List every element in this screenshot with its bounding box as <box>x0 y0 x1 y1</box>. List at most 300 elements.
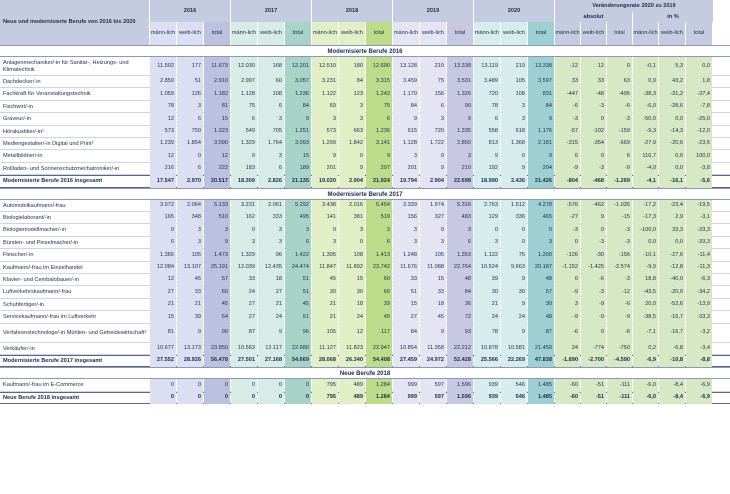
value-cell: -38,3 <box>633 88 658 100</box>
column-header: männ-lich <box>150 22 176 45</box>
value-cell: -6,9 <box>686 392 712 404</box>
value-cell: 93 <box>447 324 473 343</box>
value-cell: 0 <box>204 392 230 404</box>
value-cell: 84 <box>393 324 419 343</box>
value-cell: 25.566 <box>474 355 500 367</box>
value-cell: 28.926 <box>177 355 203 367</box>
value-cell: 795 <box>312 379 338 391</box>
value-cell: 9 <box>285 113 311 125</box>
value-cell: 105 <box>420 249 446 261</box>
value-cell: 6 <box>231 113 257 125</box>
column-header: männ-lich <box>474 22 500 45</box>
value-cell: 1.170 <box>393 88 419 100</box>
value-cell: 30 <box>501 286 527 298</box>
value-cell: 6 <box>258 101 284 113</box>
value-cell: 0 <box>339 237 365 249</box>
value-cell: 2,9 <box>659 212 685 224</box>
value-cell: 105 <box>177 249 203 261</box>
value-cell: -3 <box>581 237 606 249</box>
value-cell: 1.422 <box>285 249 311 261</box>
value-cell: 0 <box>150 392 176 404</box>
value-cell: 0 <box>204 379 230 391</box>
value-cell: 2.016 <box>339 200 365 212</box>
value-cell: 54.408 <box>366 355 392 367</box>
value-cell: 45 <box>285 299 311 311</box>
value-cell: 13.338 <box>447 57 473 76</box>
value-cell: 9 <box>420 163 446 175</box>
value-cell: 0 <box>150 224 176 236</box>
column-header: weib-lich <box>659 22 685 45</box>
value-cell: 24 <box>474 311 500 323</box>
value-cell: -495 <box>607 88 632 100</box>
value-cell: -52,6 <box>659 299 685 311</box>
value-cell: -34,2 <box>686 286 712 298</box>
value-cell: 24 <box>258 311 284 323</box>
value-cell: 3.141 <box>366 138 392 150</box>
value-cell: -6 <box>555 324 580 343</box>
value-cell: 0 <box>501 237 527 249</box>
row-label: Biologiemodellmacher/-in <box>3 227 66 234</box>
value-cell: -16,7 <box>659 324 685 343</box>
value-cell: 1.122 <box>474 249 500 261</box>
value-cell: 510 <box>204 212 230 224</box>
value-cell: 1.368 <box>501 138 527 150</box>
value-cell: 6 <box>555 274 580 286</box>
value-cell: 19.020 <box>312 175 338 187</box>
value-cell: 3.531 <box>447 76 473 88</box>
value-cell: 1.176 <box>528 126 554 138</box>
value-cell: 84 <box>339 76 365 88</box>
value-cell: 999 <box>393 379 419 391</box>
value-cell: 60 <box>258 76 284 88</box>
value-cell: 3 <box>393 150 419 162</box>
value-cell: -40,0 <box>659 274 685 286</box>
value-cell: -7,8 <box>686 101 712 113</box>
value-cell: 17.547 <box>150 175 176 187</box>
value-cell: 21 <box>474 299 500 311</box>
value-cell: 108 <box>258 88 284 100</box>
value-cell: 0,0 <box>659 237 685 249</box>
value-cell: -3 <box>581 163 606 175</box>
row-label: Modernisierte Berufe 2016 insgesamt <box>3 178 103 185</box>
value-cell: -10,8 <box>659 355 685 367</box>
value-cell: 10.677 <box>150 343 176 355</box>
value-cell: 13.128 <box>393 57 419 76</box>
value-cell: 18.309 <box>231 175 257 187</box>
value-cell: 2.436 <box>501 175 527 187</box>
value-cell: 12 <box>339 324 365 343</box>
value-cell: 3.339 <box>393 200 419 212</box>
value-cell: 28.068 <box>312 355 338 367</box>
value-cell: 5.292 <box>285 200 311 212</box>
value-cell: 33,3 <box>659 224 685 236</box>
value-cell: 1.512 <box>501 200 527 212</box>
value-cell: 12.039 <box>231 262 257 274</box>
value-cell: -3 <box>581 101 606 113</box>
value-cell: 0 <box>581 113 606 125</box>
value-cell: 348 <box>177 212 203 224</box>
value-cell: -7,1 <box>633 324 658 343</box>
value-cell: 0 <box>581 150 606 162</box>
value-cell: -6,8 <box>659 343 685 355</box>
value-cell: 750 <box>177 126 203 138</box>
value-cell: 81 <box>150 324 176 343</box>
year-header-2018: 2018 <box>312 0 392 22</box>
value-cell: 573 <box>312 126 338 138</box>
value-cell: 21 <box>177 299 203 311</box>
value-cell: -51 <box>581 392 606 404</box>
value-cell: -12 <box>607 286 632 298</box>
value-cell: 0 <box>474 224 500 236</box>
value-cell: 1.323 <box>204 126 230 138</box>
value-cell: -156 <box>607 249 632 261</box>
value-cell: 1.284 <box>366 379 392 391</box>
value-cell: 6 <box>258 163 284 175</box>
value-cell: 24.474 <box>285 262 311 274</box>
value-cell: 6 <box>177 113 203 125</box>
section-title: Neue Berufe 2018 <box>0 367 730 379</box>
value-cell: -669 <box>607 138 632 150</box>
value-cell: -3 <box>555 113 580 125</box>
value-cell: -1.269 <box>607 175 632 187</box>
value-cell: -159 <box>607 126 632 138</box>
value-cell: -6,3 <box>686 274 712 286</box>
value-cell: 2.970 <box>177 175 203 187</box>
value-cell: 0 <box>501 150 527 162</box>
value-cell: 105 <box>501 76 527 88</box>
percent-header: in % <box>633 12 713 22</box>
value-cell: -3 <box>607 237 632 249</box>
row-label: Hörakustiker/-in¹ <box>3 128 45 135</box>
value-cell: -9 <box>555 163 580 175</box>
column-header: total <box>447 22 473 45</box>
value-cell: -576 <box>555 200 580 212</box>
value-cell: -9 <box>607 311 632 323</box>
value-cell: 15 <box>150 311 176 323</box>
value-cell: 21 <box>258 299 284 311</box>
row-label: Servicekaufmann/-frau im Luftverkehr <box>3 314 97 321</box>
value-cell: 5.454 <box>366 200 392 212</box>
value-cell: -6,0 <box>633 379 658 391</box>
value-cell: 1.485 <box>528 392 554 404</box>
value-cell: -20,6 <box>659 138 685 150</box>
value-cell: -33,3 <box>686 237 712 249</box>
value-cell: -6 <box>607 101 632 113</box>
value-cell: 21.426 <box>528 175 554 187</box>
row-label: Bürsten- und Pinselmacher/-in <box>3 239 79 246</box>
column-header: männ-lich <box>633 22 658 45</box>
value-cell: 168 <box>258 57 284 76</box>
value-cell: 18,8 <box>633 274 658 286</box>
value-cell: -48 <box>581 88 606 100</box>
value-cell: 18 <box>420 299 446 311</box>
value-cell: 3 <box>204 224 230 236</box>
value-cell: 21.924 <box>366 175 392 187</box>
row-label: Graveur/-in <box>3 116 31 123</box>
value-cell: 0,2 <box>633 343 658 355</box>
value-cell: 30 <box>474 286 500 298</box>
value-cell: 9 <box>474 150 500 162</box>
year-header-2016: 2016 <box>150 0 230 22</box>
value-cell: 27.501 <box>231 355 257 367</box>
column-header: weib-lich <box>258 22 284 45</box>
value-cell: 465 <box>528 212 554 224</box>
value-cell: 39 <box>177 311 203 323</box>
value-cell: 6 <box>474 113 500 125</box>
value-cell: 108 <box>501 88 527 100</box>
row-label: Anlagenmechaniker/-in für Sanitär-, Heizungs- und Klimatechnik <box>3 60 129 73</box>
value-cell: -468 <box>581 175 606 187</box>
value-cell: 3 <box>258 237 284 249</box>
value-cell: 117 <box>366 324 392 343</box>
value-cell: 0 <box>258 379 284 391</box>
value-cell: 57 <box>204 274 230 286</box>
value-cell: 3 <box>366 224 392 236</box>
value-cell: 27 <box>231 311 257 323</box>
row-label: Automobilkaufmann/-frau <box>3 202 66 209</box>
year-header-2019: 2019 <box>393 0 473 22</box>
value-cell: -16,7 <box>659 311 685 323</box>
column-header: weib-lich <box>339 22 365 45</box>
value-cell: -3,4 <box>686 343 712 355</box>
value-cell: 1.122 <box>312 88 338 100</box>
column-header: total <box>686 22 712 45</box>
value-cell: 9 <box>420 324 446 343</box>
value-cell: 36 <box>447 299 473 311</box>
value-cell: 3 <box>501 101 527 113</box>
value-cell: 156 <box>393 212 419 224</box>
value-cell: 27.168 <box>258 355 284 367</box>
value-cell: -51 <box>581 379 606 391</box>
value-cell: 1.305 <box>312 249 338 261</box>
value-cell: 75 <box>366 101 392 113</box>
value-cell: 483 <box>447 212 473 224</box>
value-cell: 51 <box>177 76 203 88</box>
value-cell: 1.128 <box>231 88 257 100</box>
value-cell: 26.340 <box>339 355 365 367</box>
value-cell: 15 <box>420 274 446 286</box>
value-cell: 0 <box>177 392 203 404</box>
value-cell: 9 <box>501 274 527 286</box>
value-cell: 60 <box>204 286 230 298</box>
value-cell: 1.722 <box>420 138 446 150</box>
row-label: Klavier- und Cembalobauer/-in <box>3 276 79 283</box>
value-cell: 1.854 <box>177 138 203 150</box>
value-cell: -4,0 <box>633 163 658 175</box>
value-cell: -9,3 <box>633 126 658 138</box>
column-header: männ-lich <box>393 22 419 45</box>
value-cell: 1.365 <box>150 249 176 261</box>
value-cell: 0 <box>339 150 365 162</box>
value-cell: 2.061 <box>258 200 284 212</box>
value-cell: 3 <box>393 224 419 236</box>
value-cell: -3,2 <box>686 324 712 343</box>
value-cell: -462 <box>581 200 606 212</box>
value-cell: 3.057 <box>285 76 311 88</box>
value-cell: 12 <box>581 57 606 76</box>
value-cell: 6 <box>177 163 203 175</box>
value-cell: -33,3 <box>686 224 712 236</box>
value-cell: 3 <box>447 150 473 162</box>
value-cell: 165 <box>150 212 176 224</box>
value-cell: 33 <box>555 76 580 88</box>
value-cell: 1.326 <box>447 88 473 100</box>
value-cell: 60 <box>366 286 392 298</box>
value-cell: 141 <box>312 212 338 224</box>
value-cell: 84 <box>285 101 311 113</box>
value-cell: 999 <box>393 392 419 404</box>
value-cell: 33 <box>393 274 419 286</box>
value-cell: 1.335 <box>447 126 473 138</box>
value-cell: -3,1 <box>686 212 712 224</box>
column-header: total <box>204 22 230 45</box>
value-cell: 6 <box>420 101 446 113</box>
value-cell: 489 <box>339 379 365 391</box>
value-cell: -6 <box>607 299 632 311</box>
section-title: Modernisierte Berufe 2016 <box>0 45 730 57</box>
value-cell: 1.239 <box>150 138 176 150</box>
value-cell: 3 <box>393 237 419 249</box>
value-cell: -447 <box>555 88 580 100</box>
value-cell: -10,1 <box>633 249 658 261</box>
value-cell: 1.200 <box>528 249 554 261</box>
absolut-header: absolut <box>555 12 632 22</box>
value-cell: 126 <box>177 88 203 100</box>
value-cell: 47.838 <box>528 355 554 367</box>
value-cell: 0 <box>607 57 632 76</box>
value-cell: 2.826 <box>258 175 284 187</box>
value-cell: 12.201 <box>285 57 311 76</box>
value-cell: 2.904 <box>339 175 365 187</box>
value-cell: -111 <box>607 392 632 404</box>
value-cell: -57 <box>555 126 580 138</box>
value-cell: -4,1 <box>633 175 658 187</box>
value-cell: 5.133 <box>204 200 230 212</box>
value-cell: 0,0 <box>659 163 685 175</box>
value-cell: 27 <box>393 311 419 323</box>
value-cell: 813 <box>474 138 500 150</box>
value-cell: 13.119 <box>474 57 500 76</box>
value-cell: 162 <box>231 212 257 224</box>
value-cell: 96 <box>285 324 311 343</box>
table-title: Neue und modernisierte Berufe von 2016 bis 2020 <box>0 0 149 45</box>
value-cell: -6 <box>581 274 606 286</box>
value-cell: 336 <box>501 212 527 224</box>
value-cell: 12.117 <box>258 343 284 355</box>
value-cell: 0 <box>231 224 257 236</box>
value-cell: 618 <box>501 126 527 138</box>
value-cell: 9 <box>339 163 365 175</box>
value-cell: 1.764 <box>258 138 284 150</box>
column-header: weib-lich <box>581 22 606 45</box>
value-cell: 2.850 <box>447 138 473 150</box>
value-cell: -750 <box>607 343 632 355</box>
value-cell: 22.212 <box>447 343 473 355</box>
value-cell: 10.581 <box>501 343 527 355</box>
value-cell: 0,9 <box>633 76 658 88</box>
value-cell: 84 <box>393 101 419 113</box>
value-cell: -4.590 <box>607 355 632 367</box>
value-cell: 0 <box>285 392 311 404</box>
value-cell: 39 <box>366 299 392 311</box>
value-cell: -126 <box>555 249 580 261</box>
value-cell: 1.128 <box>393 138 419 150</box>
value-cell: 222 <box>204 163 230 175</box>
value-cell: 1.842 <box>339 138 365 150</box>
value-cell: 11.127 <box>312 343 338 355</box>
value-cell: 12.084 <box>150 262 176 274</box>
value-cell: 1.248 <box>393 249 419 261</box>
value-cell: -804 <box>555 175 580 187</box>
value-cell: 33 <box>231 274 257 286</box>
row-label: Rollladen- und Sonnenschutzmechatroniker/-in <box>3 165 120 172</box>
value-cell: -1.152 <box>555 262 580 274</box>
value-cell: 69 <box>312 101 338 113</box>
value-cell: 1.242 <box>366 88 392 100</box>
value-cell: 30 <box>528 299 554 311</box>
value-cell: 48 <box>528 311 554 323</box>
value-cell: 495 <box>285 212 311 224</box>
value-cell: 90 <box>447 101 473 113</box>
value-cell: 1.299 <box>312 138 338 150</box>
value-cell: 3.072 <box>150 200 176 212</box>
value-cell: 18 <box>258 274 284 286</box>
value-cell: 84 <box>447 286 473 298</box>
section-title: Modernisierte Berufe 2017 <box>0 188 730 200</box>
value-cell: 6 <box>366 237 392 249</box>
value-cell: 1.413 <box>366 249 392 261</box>
column-header: männ-lich <box>231 22 257 45</box>
value-cell: 720 <box>420 126 446 138</box>
value-cell: 30 <box>312 286 338 298</box>
value-cell: 831 <box>528 88 554 100</box>
value-cell: 3 <box>177 101 203 113</box>
value-cell: 84 <box>528 101 554 113</box>
value-cell: 183 <box>231 163 257 175</box>
value-cell: 75 <box>231 101 257 113</box>
value-cell: -6,9 <box>633 355 658 367</box>
value-cell: 13.107 <box>177 262 203 274</box>
value-cell: -6 <box>555 101 580 113</box>
year-header-2017: 2017 <box>231 0 311 22</box>
value-cell: 1.596 <box>447 392 473 404</box>
value-cell: 51 <box>285 286 311 298</box>
value-cell: 6 <box>555 150 580 162</box>
value-cell: 48 <box>447 274 473 286</box>
value-cell: 0 <box>581 324 606 343</box>
value-cell: -27,6 <box>659 249 685 261</box>
value-cell: 9 <box>177 324 203 343</box>
row-label: Dachdecker/-in <box>3 78 41 85</box>
value-cell: 3 <box>420 113 446 125</box>
value-cell: 3 <box>177 237 203 249</box>
value-cell: -25,0 <box>686 113 712 125</box>
value-cell: 0 <box>150 379 176 391</box>
value-cell: 45 <box>177 274 203 286</box>
row-label: Metallbildner/-in <box>3 153 43 160</box>
value-cell: 27 <box>150 286 176 298</box>
value-cell: -3,8 <box>686 163 712 175</box>
value-cell: 3 <box>312 113 338 125</box>
value-cell: 20,0 <box>633 299 658 311</box>
value-cell: 0 <box>231 379 257 391</box>
value-cell: -8,4 <box>659 392 685 404</box>
value-cell: 939 <box>474 379 500 391</box>
row-label: Fleischer/-in <box>3 252 34 259</box>
value-cell: 2.910 <box>204 76 230 88</box>
value-cell: 573 <box>150 126 176 138</box>
value-cell: 3 <box>231 237 257 249</box>
